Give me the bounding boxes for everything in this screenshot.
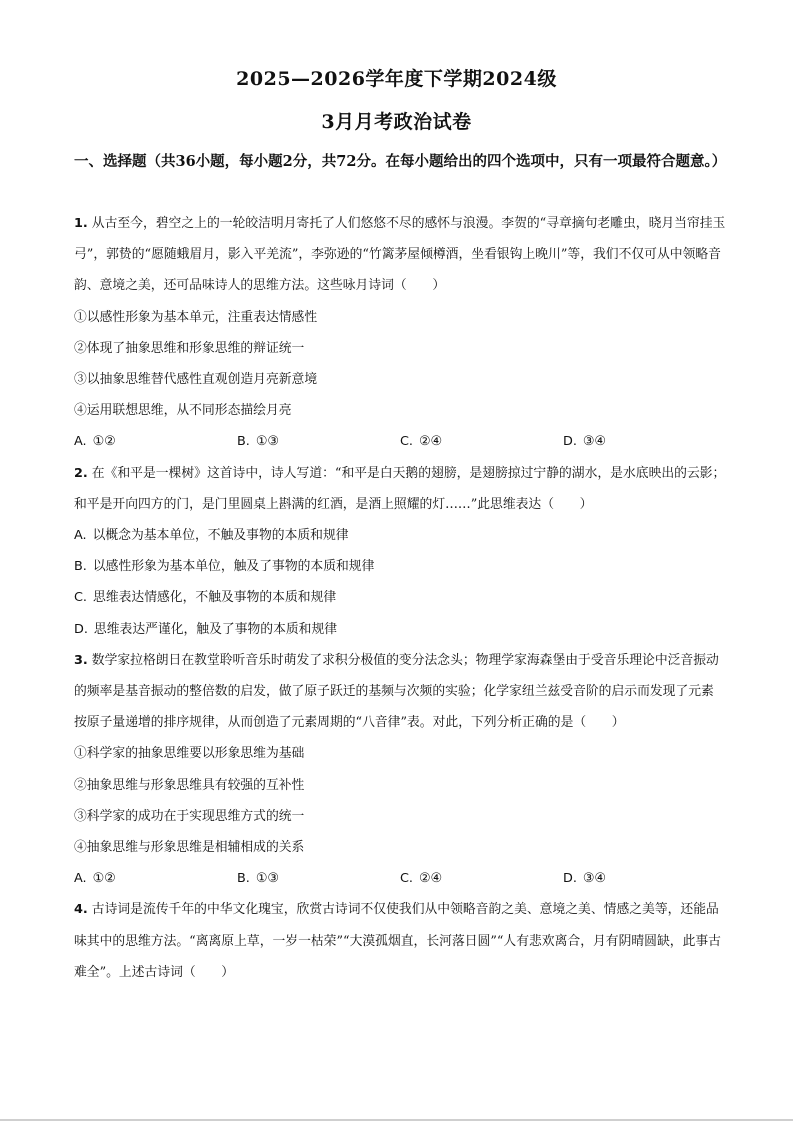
question-2 xyxy=(74,458,726,645)
statement: ④抽象思维与形象思维是相辅相成的关系 xyxy=(74,840,305,856)
question-1 xyxy=(74,208,726,458)
statement: ④运用联想思维，从不同形态描绘月亮 xyxy=(74,403,292,419)
question-number: 4. xyxy=(74,902,88,918)
choice-b[interactable]: B. ①③ xyxy=(237,434,279,450)
question-3 xyxy=(74,645,726,895)
option-d[interactable]: D. 思维表达严谨化，触及了事物的本质和规律 xyxy=(74,621,338,637)
statement: ③科学家的成功在于实现思维方式的统一 xyxy=(74,808,305,824)
question-text: 数学家拉格朗日在教堂聆听音乐时萌发了求积分极值的变分法念头；物理学家海森堡由于受音乐理论中泛音振动的频率是基音振动的整倍数的启发，做了原子跃迁的基频与次频的实验；化学家纽兰兹受音阶的启示而发现了元素按原子量递增的排序规律，从而创造了元素周期的“八音律”表。对此，下列分析正确的是（ ） xyxy=(74,652,719,731)
question-list xyxy=(74,208,726,988)
choice-a[interactable]: A. ①② xyxy=(74,871,116,887)
question-4 xyxy=(74,894,726,988)
question-text: 从古至今，碧空之上的一轮皎洁明月寄托了人们悠悠不尽的感怀与浪漫。李贺的“寻章摘句老雕虫，晓月当帘挂玉弓”，郭贽的“愿随蛾眉月，影入平羌流”，李弥逊的“竹篱茅屋倾樽酒，坐看银钩上晚川”等，我们不仅可从中领略音韵、意境之美，还可品味诗人的思维方法。这些咏月诗词（ ） xyxy=(74,216,726,294)
choice-d[interactable]: D. ③④ xyxy=(563,871,606,887)
question-number: 2. xyxy=(74,465,88,481)
choice-c[interactable]: C. ②④ xyxy=(400,434,442,450)
option-c[interactable]: C. 思维表达情感化，不触及事物的本质和规律 xyxy=(74,590,337,606)
question-number: 3. xyxy=(74,652,88,668)
question-stem xyxy=(74,894,726,988)
statement: ②体现了抽象思维和形象思维的辩证统一 xyxy=(74,340,305,356)
question-number: 1. xyxy=(74,216,88,231)
statement: ③以抽象思维替代感性直观创造月亮新意境 xyxy=(74,372,318,388)
question-stem xyxy=(74,458,726,520)
statement: ②抽象思维与形象思维具有较强的互补性 xyxy=(74,777,305,793)
choice-a[interactable]: A. ①② xyxy=(74,434,116,450)
option-a[interactable]: A. 以概念为基本单位，不触及事物的本质和规律 xyxy=(74,528,349,544)
statement: ①以感性形象为基本单元，注重表达情感性 xyxy=(74,309,318,325)
question-text: 在《和平是一棵树》这首诗中，诗人写道：“和平是白天鹅的翅膀，是翅膀掠过宁静的湖水，是水底映出的云影；和平是开向四方的门，是门里圆桌上斟满的红酒，是酒上照耀的灯……”此思维表达（ ） xyxy=(74,465,726,512)
section-heading: 一、选择题（共36小题，每小题2分，共72分。在每小题给出的四个选项中，只有一项最符合题意。） xyxy=(74,153,727,170)
choice-b[interactable]: B. ①③ xyxy=(237,871,279,887)
exam-title-line2: 3月月考政治试卷 xyxy=(321,111,472,133)
choice-c[interactable]: C. ②④ xyxy=(400,871,442,887)
page-bottom-divider xyxy=(0,1119,793,1121)
statement: ①科学家的抽象思维要以形象思维为基础 xyxy=(74,746,305,762)
choice-d[interactable]: D. ③④ xyxy=(563,434,606,450)
answer-choices xyxy=(74,426,726,457)
answer-choices xyxy=(74,863,726,894)
question-stem xyxy=(74,208,726,302)
option-b[interactable]: B. 以感性形象为基本单位，触及了事物的本质和规律 xyxy=(74,559,375,575)
exam-title-line1: 2025—2026学年度下学期2024级 xyxy=(236,68,557,90)
question-text: 古诗词是流传千年的中华文化瑰宝，欣赏古诗词不仅使我们从中领略音韵之美、意境之美、情感之美等，还能品味其中的思维方法。“离离原上草，一岁一枯荣”“大漠孤烟直，长河落日圆”“人有悲欢离合，月有阴晴圆缺，此事古难全”。上述古诗词（ ） xyxy=(74,902,721,980)
question-stem xyxy=(74,645,726,739)
